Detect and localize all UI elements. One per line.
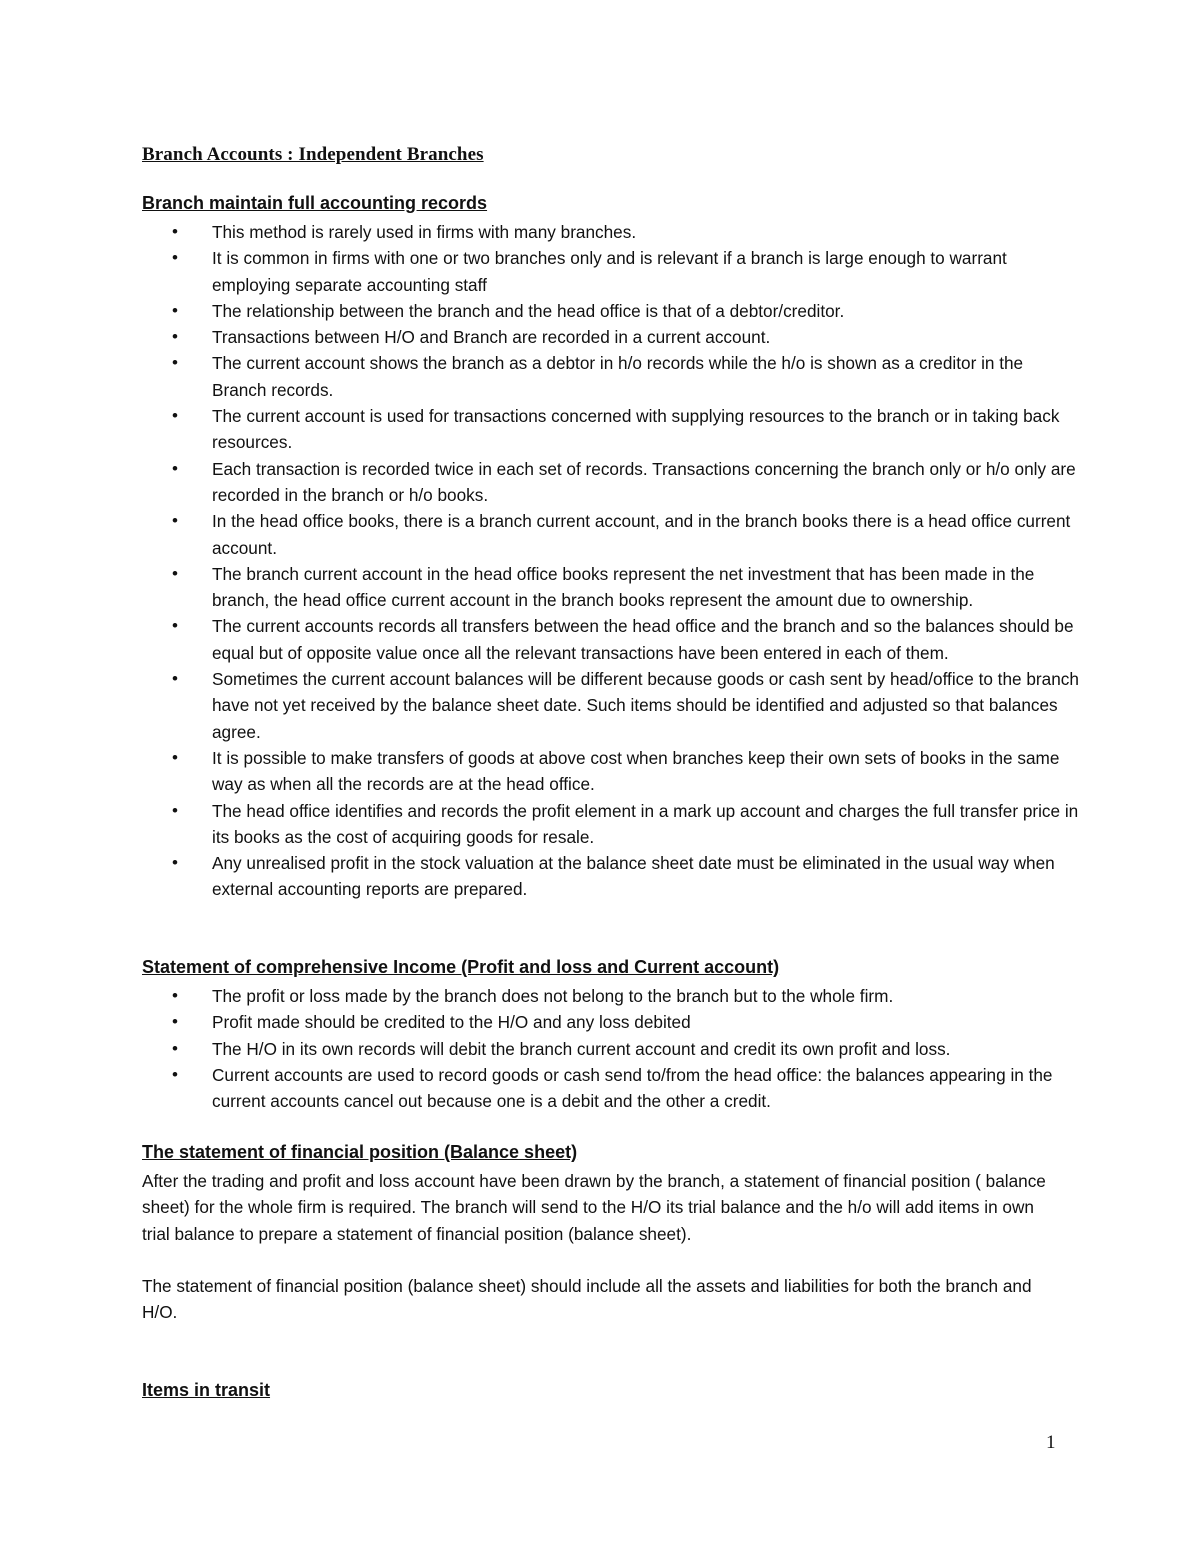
list-item: • It is common in firms with one or two branches only and is relevant if a branch is large enough to warrant employing separate accounting staff [0, 245, 1080, 298]
list-item: • The current account shows the branch as a debtor in h/o records while the h/o is shown as a creditor in the Branch records. [0, 350, 1080, 403]
document-title: Branch Accounts : Independent Branches [142, 144, 484, 165]
list-item: • The profit or loss made by the branch does not belong to the branch but to the whole firm. [0, 983, 1080, 1009]
section-heading-financial-position: The statement of financial position (Balance sheet) [142, 1142, 578, 1162]
list-item: • Current accounts are used to record goods or cash send to/from the head office: the balances appearing in the current accounts cancel out because one is a debit and the other a credit. [0, 1062, 1080, 1115]
list-item: • The branch current account in the head office books represent the net investment that has been made in the branch, the head office current account in the branch books represent the amount due to ownership. [0, 561, 1080, 614]
page-number: 1 [1046, 1432, 1056, 1453]
full-records-bullet-list [0, 219, 1080, 903]
list-item: • Any unrealised profit in the stock valuation at the balance sheet date must be eliminated in the usual way when external accounting reports are prepared. [0, 850, 1080, 903]
comprehensive-income-bullet-list [0, 983, 1080, 1114]
list-item: • The relationship between the branch and the head office is that of a debtor/creditor. [0, 298, 1080, 324]
list-item: • It is possible to make transfers of goods at above cost when branches keep their own sets of books in the same way as when all the records are at the head office. [0, 745, 1080, 798]
list-item: • The head office identifies and records the profit element in a mark up account and charges the full transfer price in its books as the cost of acquiring goods for resale. [0, 798, 1080, 851]
section-heading-full-records: Branch maintain full accounting records [142, 193, 488, 213]
list-item: • In the head office books, there is a branch current account, and in the branch books there is a head office current account. [0, 508, 1080, 561]
list-item: • Sometimes the current account balances will be different because goods or cash sent by head/office to the branch have not yet received by the balance sheet date. Such items should be identified and adjusted so that balances agree. [0, 666, 1080, 745]
section-heading-comprehensive-income: Statement of comprehensive Income (Profit and loss and Current account) [142, 957, 780, 977]
list-item: • The H/O in its own records will debit the branch current account and credit its own profit and loss. [0, 1036, 1080, 1062]
list-item: • Each transaction is recorded twice in each set of records. Transactions concerning the branch only or h/o only are recorded in the branch or h/o books. [0, 456, 1080, 509]
list-item: • The current accounts records all transfers between the head office and the branch and so the balances should be equal but of opposite value once all the relevant transactions have been entered in each of them. [0, 613, 1080, 666]
list-item: • Profit made should be credited to the H/O and any loss debited [0, 1009, 1080, 1035]
financial-position-paragraph-2: The statement of financial position (balance sheet) should include all the assets and liabilities for both the branch and H/O. [142, 1276, 1032, 1323]
section-heading-items-in-transit: Items in transit [142, 1380, 271, 1400]
financial-position-paragraph-1: After the trading and profit and loss account have been drawn by the branch, a statement of financial position ( balance sheet) for the whole firm is required. The branch will send to the H/O its trial balance and the h/o will add items in own trial balance to prepare a statement of financial position (balance sheet). [142, 1171, 1046, 1244]
list-item: • The current account is used for transactions concerned with supplying resources to the branch or in taking back resources. [0, 403, 1080, 456]
list-item: • Transactions between H/O and Branch are recorded in a current account. [0, 324, 1080, 350]
list-item: • This method is rarely used in firms with many branches. [0, 219, 1080, 245]
